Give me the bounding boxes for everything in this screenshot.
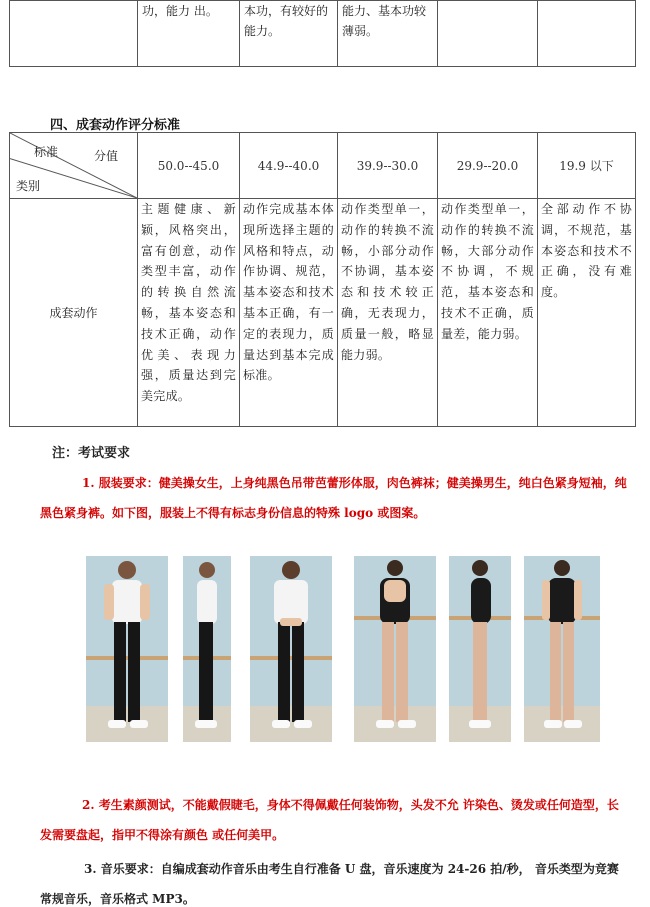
male-uniform-photo-back [250,556,332,742]
table-cell: 能力、基本功较薄弱。 [338,1,438,67]
criteria-cell: 全部动作不协调，不规范，基本姿态和技术不正确，没有难度。 [538,199,636,427]
score-range-header: 29.9--20.0 [438,133,538,199]
male-uniform-photo-side [183,556,231,742]
criteria-cell: 动作类型单一，动作的转换不流畅，小部分动作不协调，基本姿态和技术较正确，无表现力，质量一般，略显能力弱。 [338,199,438,427]
male-uniform-photo-front [86,556,168,742]
table-cell: 功，能力 出。 [138,1,240,67]
previous-table-continuation [9,0,636,67]
criteria-cell: 动作类型单一，动作的转换不流畅，大部分动作不协调，不规范，基本姿态和技术不正确，质量差，能力弱。 [438,199,538,427]
table-cell [538,1,636,67]
header-standard-label: 标准 [34,145,59,159]
criteria-cell: 主题健康、新颖，风格突出，富有创意，动作类型丰富，动作的转换自然流畅，基本姿态和技术正确，动作优美、表现力强，质量达到完美完成。 [138,199,240,427]
section-title: 四、成套动作评分标准 [50,118,181,133]
criteria-cell: 动作完成基本体现所选择主题的风格和特点，动作协调、规范，基本姿态和技术基本正确，有一定的表现力，质量达到基本完成标准。 [240,199,338,427]
score-range-header: 50.0--45.0 [138,133,240,199]
music-requirement: 3. 音乐要求：自编成套动作音乐由考生自行准备 U 盘，音乐速度为 24-26 拍/秒， 音乐类型为竞赛常规音乐，音乐格式 MP3。 [40,862,619,906]
female-uniform-photo-side [449,556,511,742]
score-range-header: 39.9--30.0 [338,133,438,199]
score-range-header: 19.9 以下 [538,133,636,199]
scoring-table [9,132,636,427]
row-label: 成套动作 [10,199,138,427]
header-category-label: 类别 [16,179,41,193]
score-range-header: 44.9--40.0 [240,133,338,199]
table-cell: 本功，有较好的能力。 [240,1,338,67]
table-cell [10,1,138,67]
female-uniform-photo-back [354,556,436,742]
dress-requirement: 1. 服装要求：健美操女生，上身纯黑色吊带芭蕾形体服，肉色裤袜；健美操男生，纯白色紧身短袖，纯黑色紧身裤。如下图，服装上不得有标志身份信息的特殊 logo 或图案。 [40,476,627,520]
header-score-label: 分值 [94,149,119,163]
notes-title: 注：考试要求 [52,446,131,461]
female-uniform-photo-front [524,556,600,742]
appearance-requirement: 2. 考生素颜测试，不能戴假睫毛，身体不得佩戴任何装饰物，头发不允 许染色、烫发或任何造型，长发需要盘起，指甲不得涂有颜色 或任何美甲。 [40,798,619,842]
diagonal-header-cell [10,133,138,199]
table-cell [438,1,538,67]
